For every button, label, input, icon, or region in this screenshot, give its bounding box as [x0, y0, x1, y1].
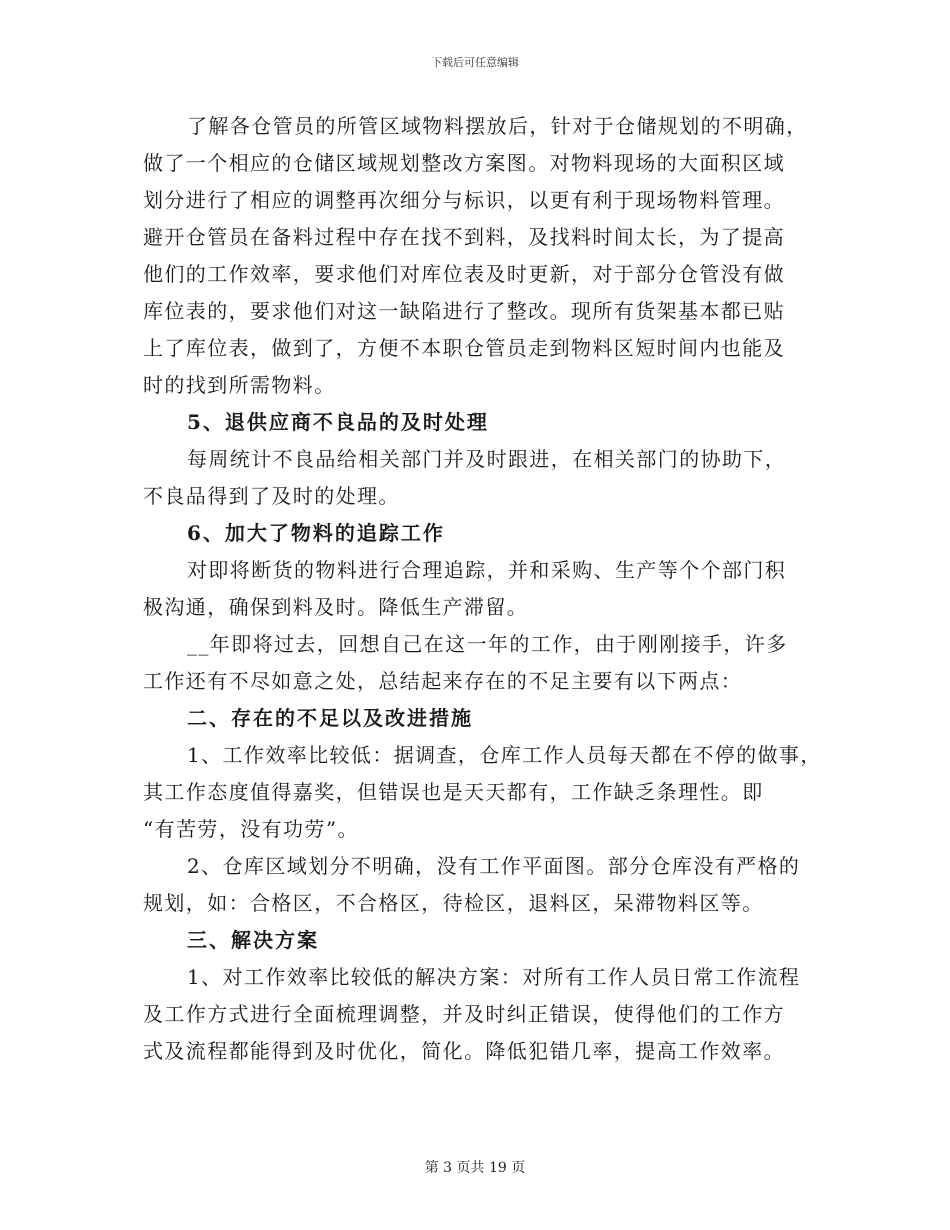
paragraph-line: 了解各仓管员的所管区域物料摆放后，针对于仓储规划的不明确，: [187, 114, 808, 138]
section-heading: 三、解决方案: [187, 928, 319, 952]
paragraph-line: 工作还有不尽如意之处，总结起来存在的不足主要有以下两点：: [143, 669, 743, 693]
document-body: [143, 108, 823, 1070]
paragraph-line: 对即将断货的物料进行合理追踪，并和采购、生产等个个部门积: [187, 558, 787, 582]
paragraph-line: 库位表的，要求他们对这一缺陷进行了整改。现所有货架基本都已贴: [143, 299, 785, 323]
section-heading: 5、退供应商不良品的及时处理: [187, 410, 489, 434]
section-heading: 二、存在的不足以及改进措施: [187, 706, 473, 730]
paragraph-line: 及工作方式进行全面梳理调整，并及时纠正错误，使得他们的工作方: [143, 1002, 785, 1026]
paragraph-line: 划分进行了相应的调整再次细分与标识，以更有利于现场物料管理。: [143, 188, 785, 212]
paragraph-line: 避开仓管员在备料过程中存在找不到料，及找料时间太长，为了提高: [143, 225, 785, 249]
paragraph-line: 1、对工作效率比较低的解决方案：对所有工作人员日常工作流程: [187, 965, 801, 989]
page-footer: 第 3 页共 19 页: [424, 1160, 526, 1176]
paragraph-line: 他们的工作效率，要求他们对库位表及时更新，对于部分仓管没有做: [143, 262, 785, 286]
paragraph-line: 1、工作效率比较低：据调查，仓库工作人员每天都在不停的做事，: [187, 743, 822, 767]
paragraph-line: __年即将过去，回想自己在这一年的工作，由于刚刚接手，许多: [187, 632, 788, 656]
page-header: 下载后可任意编辑: [431, 56, 519, 69]
paragraph-line: 式及流程都能得到及时优化，简化。降低犯错几率，提高工作效率。: [143, 1039, 785, 1063]
paragraph-line: 上了库位表，做到了，方便不本职仓管员走到物料区短时间内也能及: [143, 336, 785, 360]
paragraph-line: 每周统计不良品给相关部门并及时跟进，在相关部门的协助下，: [187, 447, 787, 471]
paragraph-line: 2、仓库区域划分不明确，没有工作平面图。部分仓库没有严格的: [187, 854, 801, 878]
paragraph-line: 极沟通，确保到料及时。降低生产滞留。: [143, 595, 529, 619]
paragraph-line: 规划，如：合格区，不合格区，待检区，退料区，呆滞物料区等。: [143, 891, 764, 915]
paragraph-line: “有苦劳，没有功劳”。: [143, 817, 359, 841]
section-heading: 6、加大了物料的追踪工作: [187, 521, 445, 545]
paragraph-line: 不良品得到了及时的处理。: [143, 484, 400, 508]
paragraph-line: 时的找到所需物料。: [143, 373, 336, 397]
paragraph-line: 做了一个相应的仓储区域规划整改方案图。对物料现场的大面积区域: [143, 151, 785, 175]
paragraph-line: 其工作态度值得嘉奖，但错误也是天天都有，工作缺乏条理性。即: [143, 780, 764, 804]
